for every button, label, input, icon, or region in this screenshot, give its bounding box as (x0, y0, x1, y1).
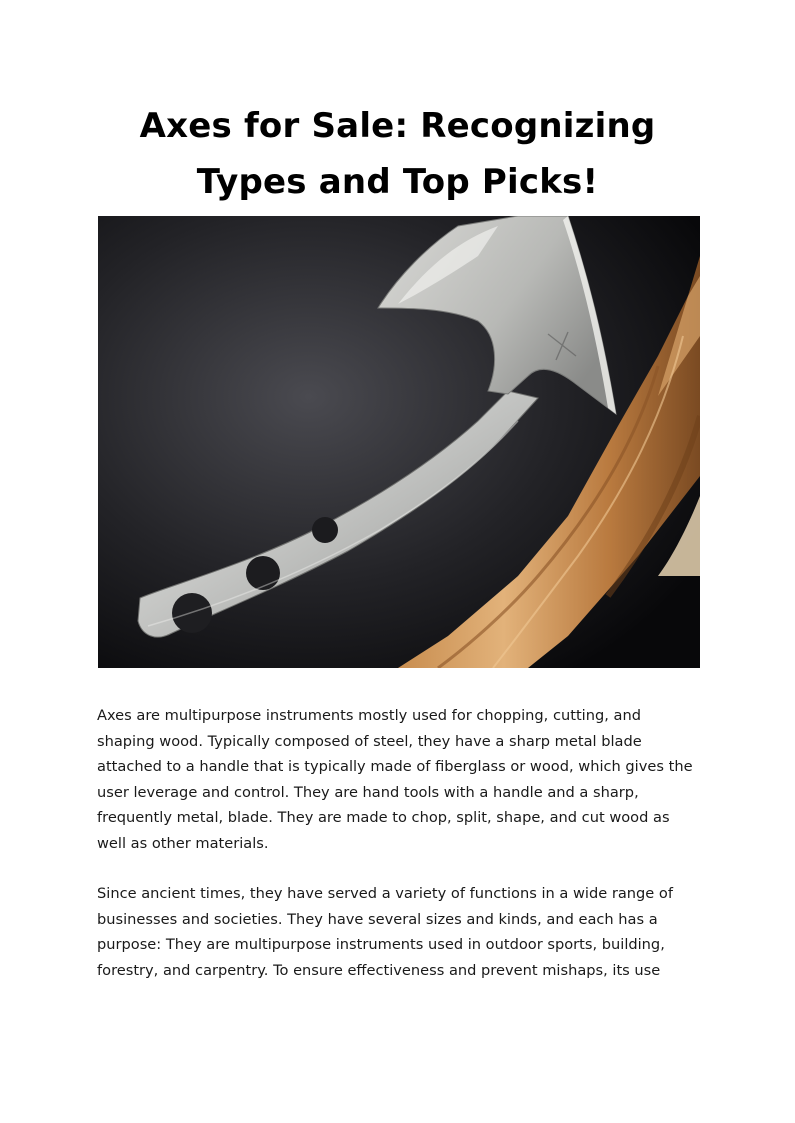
article-title: Axes for Sale: Recognizing Types and Top Picks! (139, 106, 656, 202)
hero-image (98, 216, 700, 668)
article-paragraph: Since ancient times, they have served a variety of functions in a wide range of businesses and societies. They have several sizes and kinds, and each has a purpose: They are multipurpose instruments used in outdoor sports, building, forestry, and carpentry. To ensure effectiveness and prevent mishaps, its use (97, 885, 673, 979)
throwing-axe-photo-icon (98, 216, 700, 668)
article-paragraph: Axes are multipurpose instruments mostly used for chopping, cutting, and shaping wood. Typically composed of steel, they have a sharp metal blade attached to a handle that is typically made of fiberglass or wood, which gives the user leverage and control. They are hand tools with a handle and a sharp, frequently metal, blade. They are made to chop, split, shape, and cut wood as well as other materials. (97, 707, 693, 852)
